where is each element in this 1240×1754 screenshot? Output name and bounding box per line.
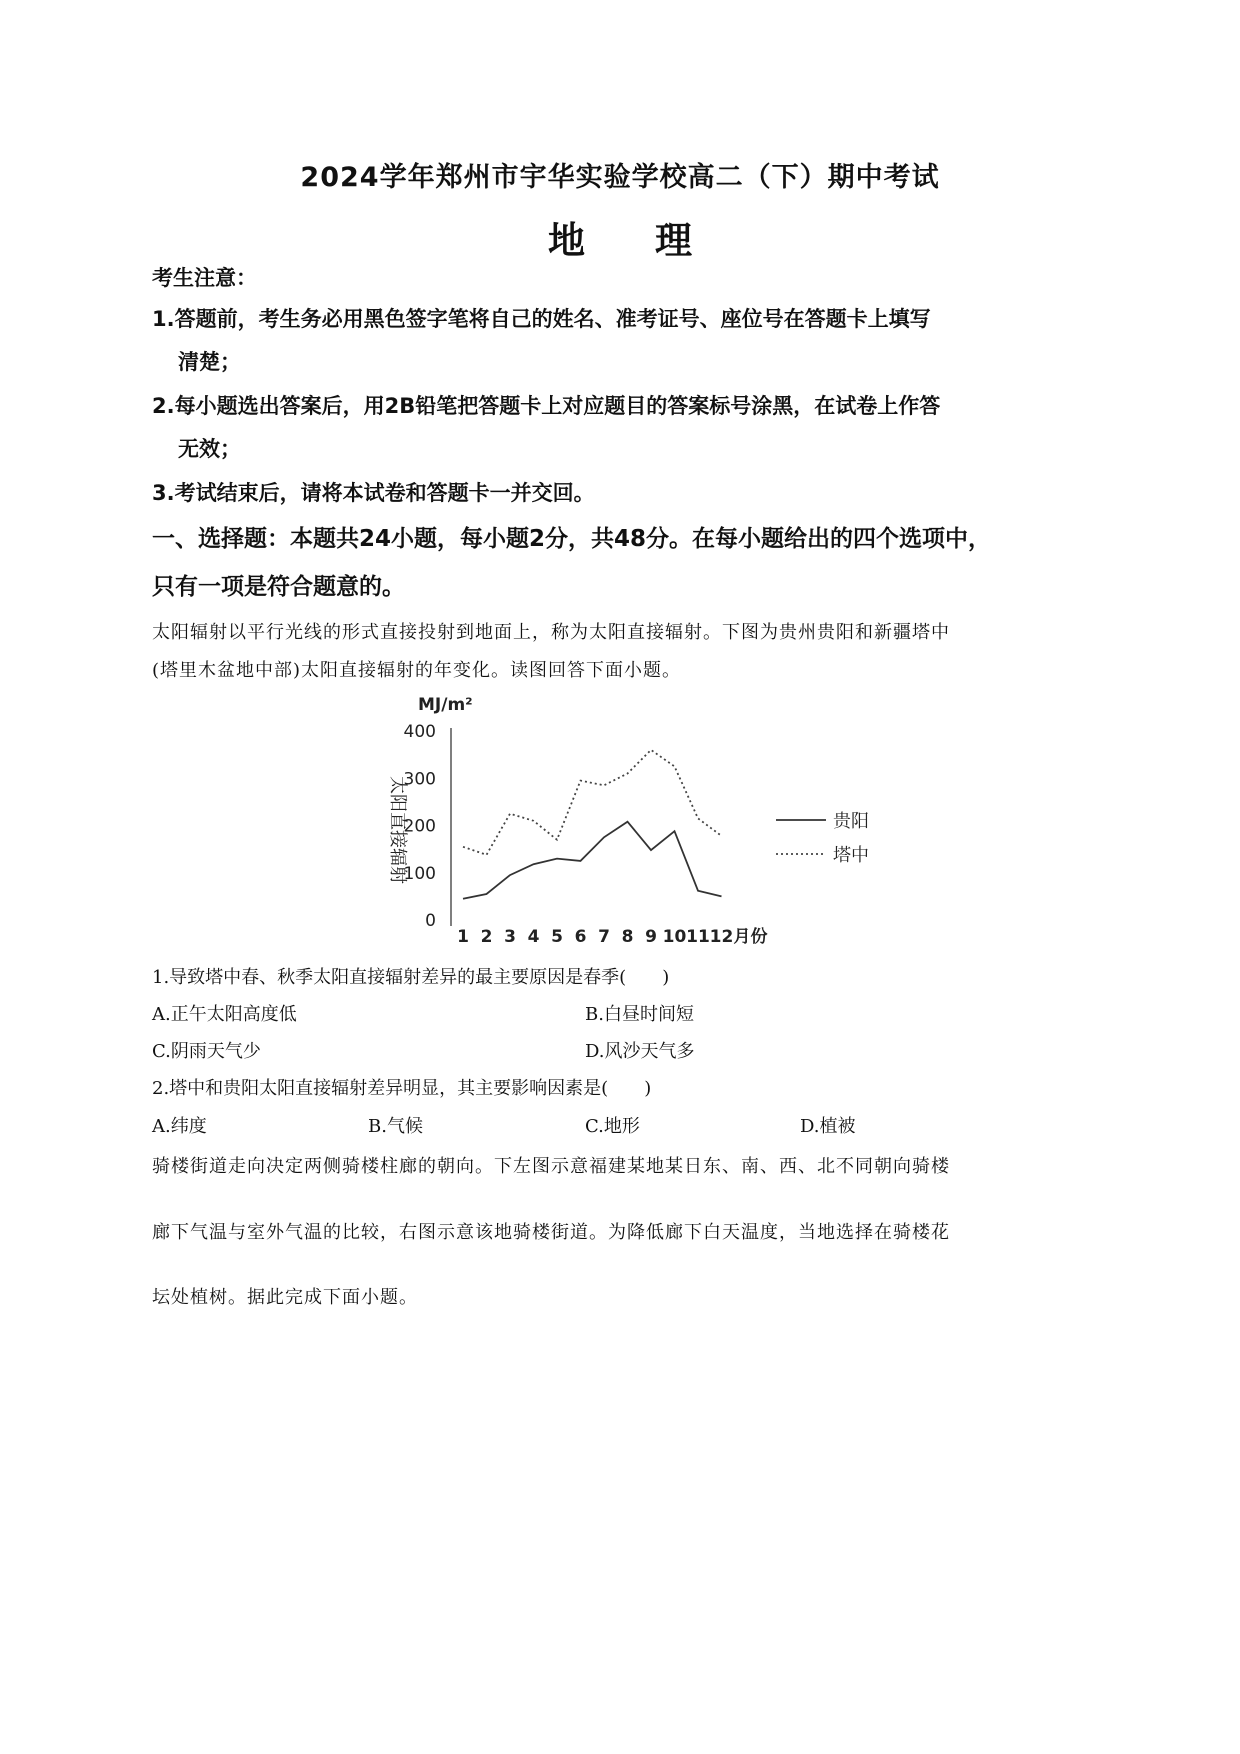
passage-2-line-3: 坛处植树。据此完成下面小题。 (152, 1287, 418, 1308)
subject-title: 地理 (548, 219, 762, 262)
passage-1-line-2: (塔里木盆地中部)太阳直接辐射的年变化。读图回答下面小题。 (152, 660, 682, 681)
notice-item-2: 2.每小题选出答案后，用2B铅笔把答题卡上对应题目的答案标号涂黑，在试卷上作答 (152, 394, 941, 418)
series-line-guiyang (463, 822, 722, 899)
x-tick-label: 3 (504, 927, 516, 945)
y-tick-label: 200 (403, 816, 436, 837)
y-tick-label: 100 (403, 863, 436, 884)
x-tick-label: 12 (709, 927, 734, 945)
x-tick-label: 4 (527, 927, 540, 945)
question-1-option-d: D.风沙天气多 (585, 1041, 695, 1062)
x-tick-label: 11 (686, 927, 710, 945)
x-tick-label: 9 (645, 927, 657, 945)
question-1-option-c: C.阴雨天气少 (152, 1041, 261, 1062)
section-heading-cont: 只有一项是符合题意的。 (152, 574, 405, 600)
passage-2-line-2: 廊下气温与室外气温的比较，右图示意该地骑楼街道。为降低廊下白天温度，当地选择在骑楼花 (152, 1222, 950, 1243)
notice-item-1: 1.答题前，考生务必用黑色签字笔将自己的姓名、准考证号、座位号在答题卡上填写 (152, 307, 931, 331)
passage-2-line-1: 骑楼街道走向决定两侧骑楼柱廊的朝向。下左图示意福建某地某日东、南、西、北不同朝向骑楼 (152, 1156, 950, 1177)
y-tick-label: 300 (403, 769, 436, 790)
x-tick-label: 5 (551, 927, 563, 945)
notice-item-3: 3.考试结束后，请将本试卷和答题卡一并交回。 (152, 481, 595, 505)
y-tick-label: 400 (403, 722, 436, 742)
passage-1-line-1: 太阳辐射以平行光线的形式直接投射到地面上，称为太阳直接辐射。下图为贵州贵阳和新疆塔中 (152, 622, 950, 643)
notice-heading: 考生注意： (152, 266, 257, 290)
x-tick-label: 10 (662, 927, 687, 945)
question-1-stem: 1.导致塔中春、秋季太阳直接辐射差异的最主要原因是春季( ) (152, 967, 670, 988)
x-tick-label: 2 (480, 927, 493, 945)
series-line-tazhong (463, 750, 722, 855)
question-2-option-a: A.纬度 (152, 1116, 207, 1137)
question-2-option-b: B.气候 (368, 1116, 423, 1137)
x-tick-label: 8 (621, 927, 634, 945)
x-tick-label: 1 (457, 927, 469, 945)
question-1-option-b: B.白昼时间短 (585, 1004, 694, 1025)
question-2-stem: 2.塔中和贵阳太阳直接辐射差异明显，其主要影响因素是( ) (152, 1078, 652, 1099)
question-2-option-c: C.地形 (585, 1116, 640, 1137)
x-tick-label: 6 (574, 927, 587, 945)
x-tick-label: 7 (598, 927, 610, 945)
notice-item-1-cont: 清楚； (178, 350, 241, 374)
notice-item-2-cont: 无效； (178, 437, 241, 461)
legend-label-guiyang: 贵阳 (833, 811, 869, 832)
exam-title: 2024学年郑州市宇华实验学校高二（下）期中考试 (300, 162, 940, 193)
chart-x-axis-label: 月份 (733, 927, 768, 945)
chart-legend (776, 811, 869, 866)
legend-label-tazhong: 塔中 (833, 845, 869, 866)
y-tick-label: 0 (425, 911, 436, 931)
chart-unit-label: MJ/m² (418, 695, 473, 715)
question-2-option-d: D.植被 (800, 1116, 856, 1137)
section-heading: 一、选择题：本题共24小题，每小题2分，共48分。在每小题给出的四个选项中， (152, 526, 992, 552)
chart-y-axis-label: 太阳直接辐射 (387, 776, 408, 884)
radiation-line-chart (350, 690, 890, 945)
question-1-option-a: A.正午太阳高度低 (152, 1004, 297, 1025)
